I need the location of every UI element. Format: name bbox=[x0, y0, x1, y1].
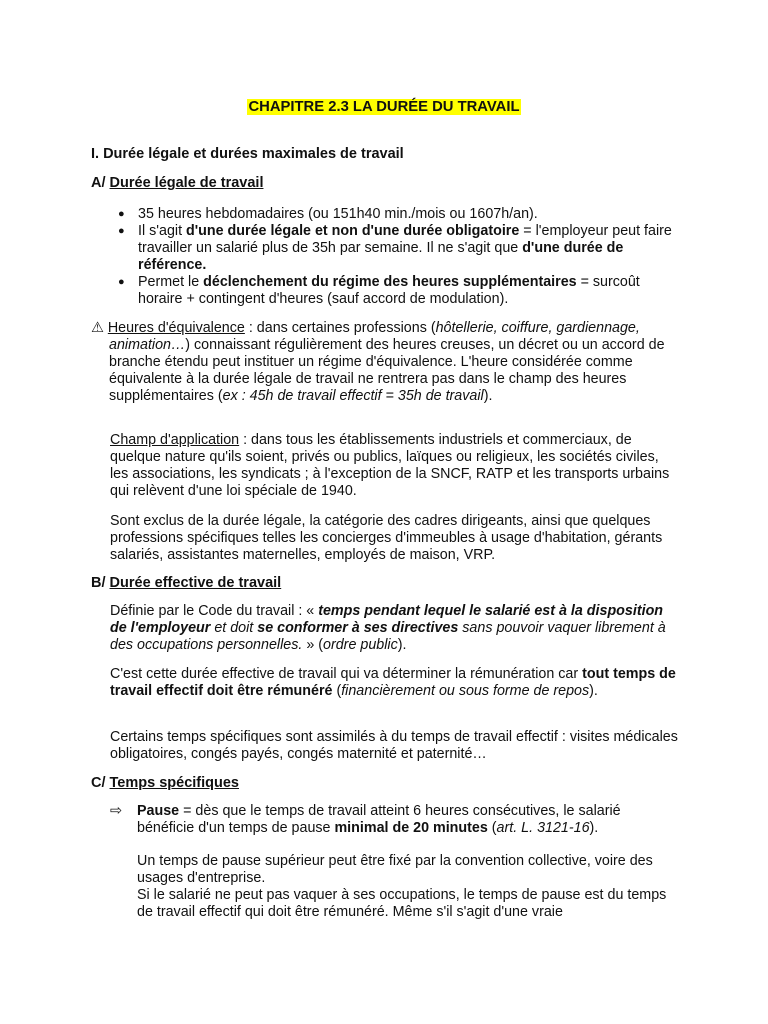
section-i-heading: I. Durée légale et durées maximales de travail bbox=[91, 146, 404, 162]
arrow-right-icon: ⇨ bbox=[110, 803, 122, 819]
list-item bbox=[115, 206, 685, 223]
bullet-icon: ● bbox=[118, 225, 125, 237]
remuneration-text-2: ( bbox=[332, 683, 342, 699]
bullet-2-pre: Il s'agit bbox=[138, 223, 187, 239]
bullet-1-text: 35 heures hebdomadaires (ou 151h40 min./mois ou 1607h/an). bbox=[138, 206, 538, 222]
pause-item bbox=[110, 803, 670, 921]
section-a-label: Durée légale de travail bbox=[109, 175, 264, 191]
pause-text bbox=[110, 803, 670, 921]
remuneration-text-1: C'est cette durée effective de travail qui va déterminer la rémunération car bbox=[110, 666, 583, 682]
champ-text: : dans tous les établissements industriels et commerciaux, de quelque nature qu'ils soient, privés ou publics, laïques ou religieux, les sociétés civiles, les associations, les syndicats ; à l'exception de la SNCF, RATP et les transports urbains qui relèvent d'une loi spéciale de 1940. bbox=[110, 432, 670, 499]
chapter-title: CHAPITRE 2.3 LA DURÉE DU TRAVAIL bbox=[248, 99, 520, 115]
remuneration-paragraph bbox=[110, 666, 680, 700]
equivalence-examples: hôtellerie, coiffure, gardiennage, animation… bbox=[109, 320, 640, 353]
pause-paragraph-3: Si le salarié ne peut pas vaquer à ses occupations, le temps de pause est du temps de travail effectif qui doit être rémunéré. Même s'il s'agit d'une vraie bbox=[137, 887, 667, 920]
section-c-prefix: C/ bbox=[91, 775, 106, 791]
title-row bbox=[0, 99, 768, 116]
equivalence-example-2: ex : 45h de travail effectif = 35h de travail bbox=[222, 388, 484, 404]
pause-text-1: = dès que le temps de travail atteint 6 heures consécutives, le salarié bénéficie d'un temps de pause bbox=[137, 803, 621, 836]
section-b-heading bbox=[91, 575, 691, 592]
section-c-heading bbox=[91, 775, 691, 792]
section-a-prefix: A/ bbox=[91, 175, 106, 191]
list-item bbox=[115, 223, 685, 274]
list-item bbox=[115, 274, 685, 308]
definition-bold-1: temps pendant lequel le salarié est à la disposition de l'employeur bbox=[110, 603, 664, 636]
definition-italic-1: et doit bbox=[210, 620, 258, 636]
exclus-paragraph: Sont exclus de la durée légale, la catégorie des cadres dirigeants, ainsi que quelques professions spécifiques telles les concierges d'immeubles à usage d'habitation, gérants salariés, assistantes maternelles, employés de maison, VRP. bbox=[110, 513, 663, 563]
pause-text-2: ( bbox=[487, 820, 497, 836]
pause-label: Pause bbox=[137, 803, 180, 819]
definition-bold-2: se conformer à ses directives bbox=[257, 620, 459, 636]
champ-label: Champ d'application bbox=[110, 432, 240, 448]
pause-paragraph-2: Un temps de pause supérieur peut être fixé par la convention collective, voire des usages d'entreprise. bbox=[137, 853, 653, 886]
definition-text-2: » ( bbox=[302, 637, 324, 653]
definition-italic-2: sans pouvoir vaquer librement à des occupations personnelles. bbox=[110, 620, 666, 653]
section-b-prefix: B/ bbox=[91, 575, 106, 591]
bullet-3-bold: déclenchement du régime des heures supplémentaires bbox=[203, 274, 577, 290]
bullet-2-bold2: d'une durée de référence. bbox=[138, 240, 624, 273]
legal-duration-list bbox=[115, 206, 685, 308]
equivalence-paragraph bbox=[91, 320, 691, 405]
bullet-icon: ● bbox=[118, 276, 125, 288]
equivalence-text-1: : dans certaines professions ( bbox=[244, 320, 436, 336]
pause-text-3: ). bbox=[589, 820, 599, 836]
bullet-3-post: = surcoût horaire + contingent d'heures (sauf accord de modulation). bbox=[138, 274, 640, 307]
equivalence-text-2: ) connaissant régulièrement des heures creuses, un décret ou un accord de branche étendu peut instituer un régime d'équivalence. L'heure considérée comme équivalente à la durée légale de travail ne rentrera pas dans le champ des heures supplémentaires ( bbox=[109, 337, 665, 404]
pause-bold: minimal de 20 minutes bbox=[334, 820, 488, 836]
equivalence-label: Heures d'équivalence bbox=[107, 320, 245, 336]
champ-paragraph bbox=[110, 432, 680, 500]
bullet-2-mid: = l'employeur peut faire travailler un salarié plus de 35h par semaine. Il ne s'agit que bbox=[138, 223, 672, 256]
definition-text-1: Définie par le Code du travail : « bbox=[110, 603, 319, 619]
definition-paragraph bbox=[110, 603, 680, 654]
bullet-3-pre: Permet le bbox=[138, 274, 204, 290]
assimilated-paragraph: Certains temps spécifiques sont assimilés à du temps de travail effectif : visites médicales obligatoires, congés payés, congés maternité et paternité… bbox=[110, 729, 678, 762]
equivalence-text-3: ). bbox=[483, 388, 493, 404]
bullet-2-bold: d'une durée légale et non d'une durée obligatoire bbox=[186, 223, 520, 239]
definition-text-3: ). bbox=[397, 637, 407, 653]
section-c-label: Temps spécifiques bbox=[109, 775, 239, 791]
definition-italic-3: ordre public bbox=[323, 637, 398, 653]
remuneration-bold: tout temps de travail effectif doit être rémunéré bbox=[110, 666, 676, 699]
section-b-label: Durée effective de travail bbox=[109, 575, 282, 591]
warning-icon: ⚠ bbox=[91, 320, 104, 336]
remuneration-text-3: ). bbox=[589, 683, 598, 699]
bullet-icon: ● bbox=[118, 208, 125, 220]
pause-article: art. L. 3121-16 bbox=[496, 820, 590, 836]
section-a-heading bbox=[91, 175, 691, 192]
remuneration-italic: financièrement ou sous forme de repos bbox=[341, 683, 590, 699]
